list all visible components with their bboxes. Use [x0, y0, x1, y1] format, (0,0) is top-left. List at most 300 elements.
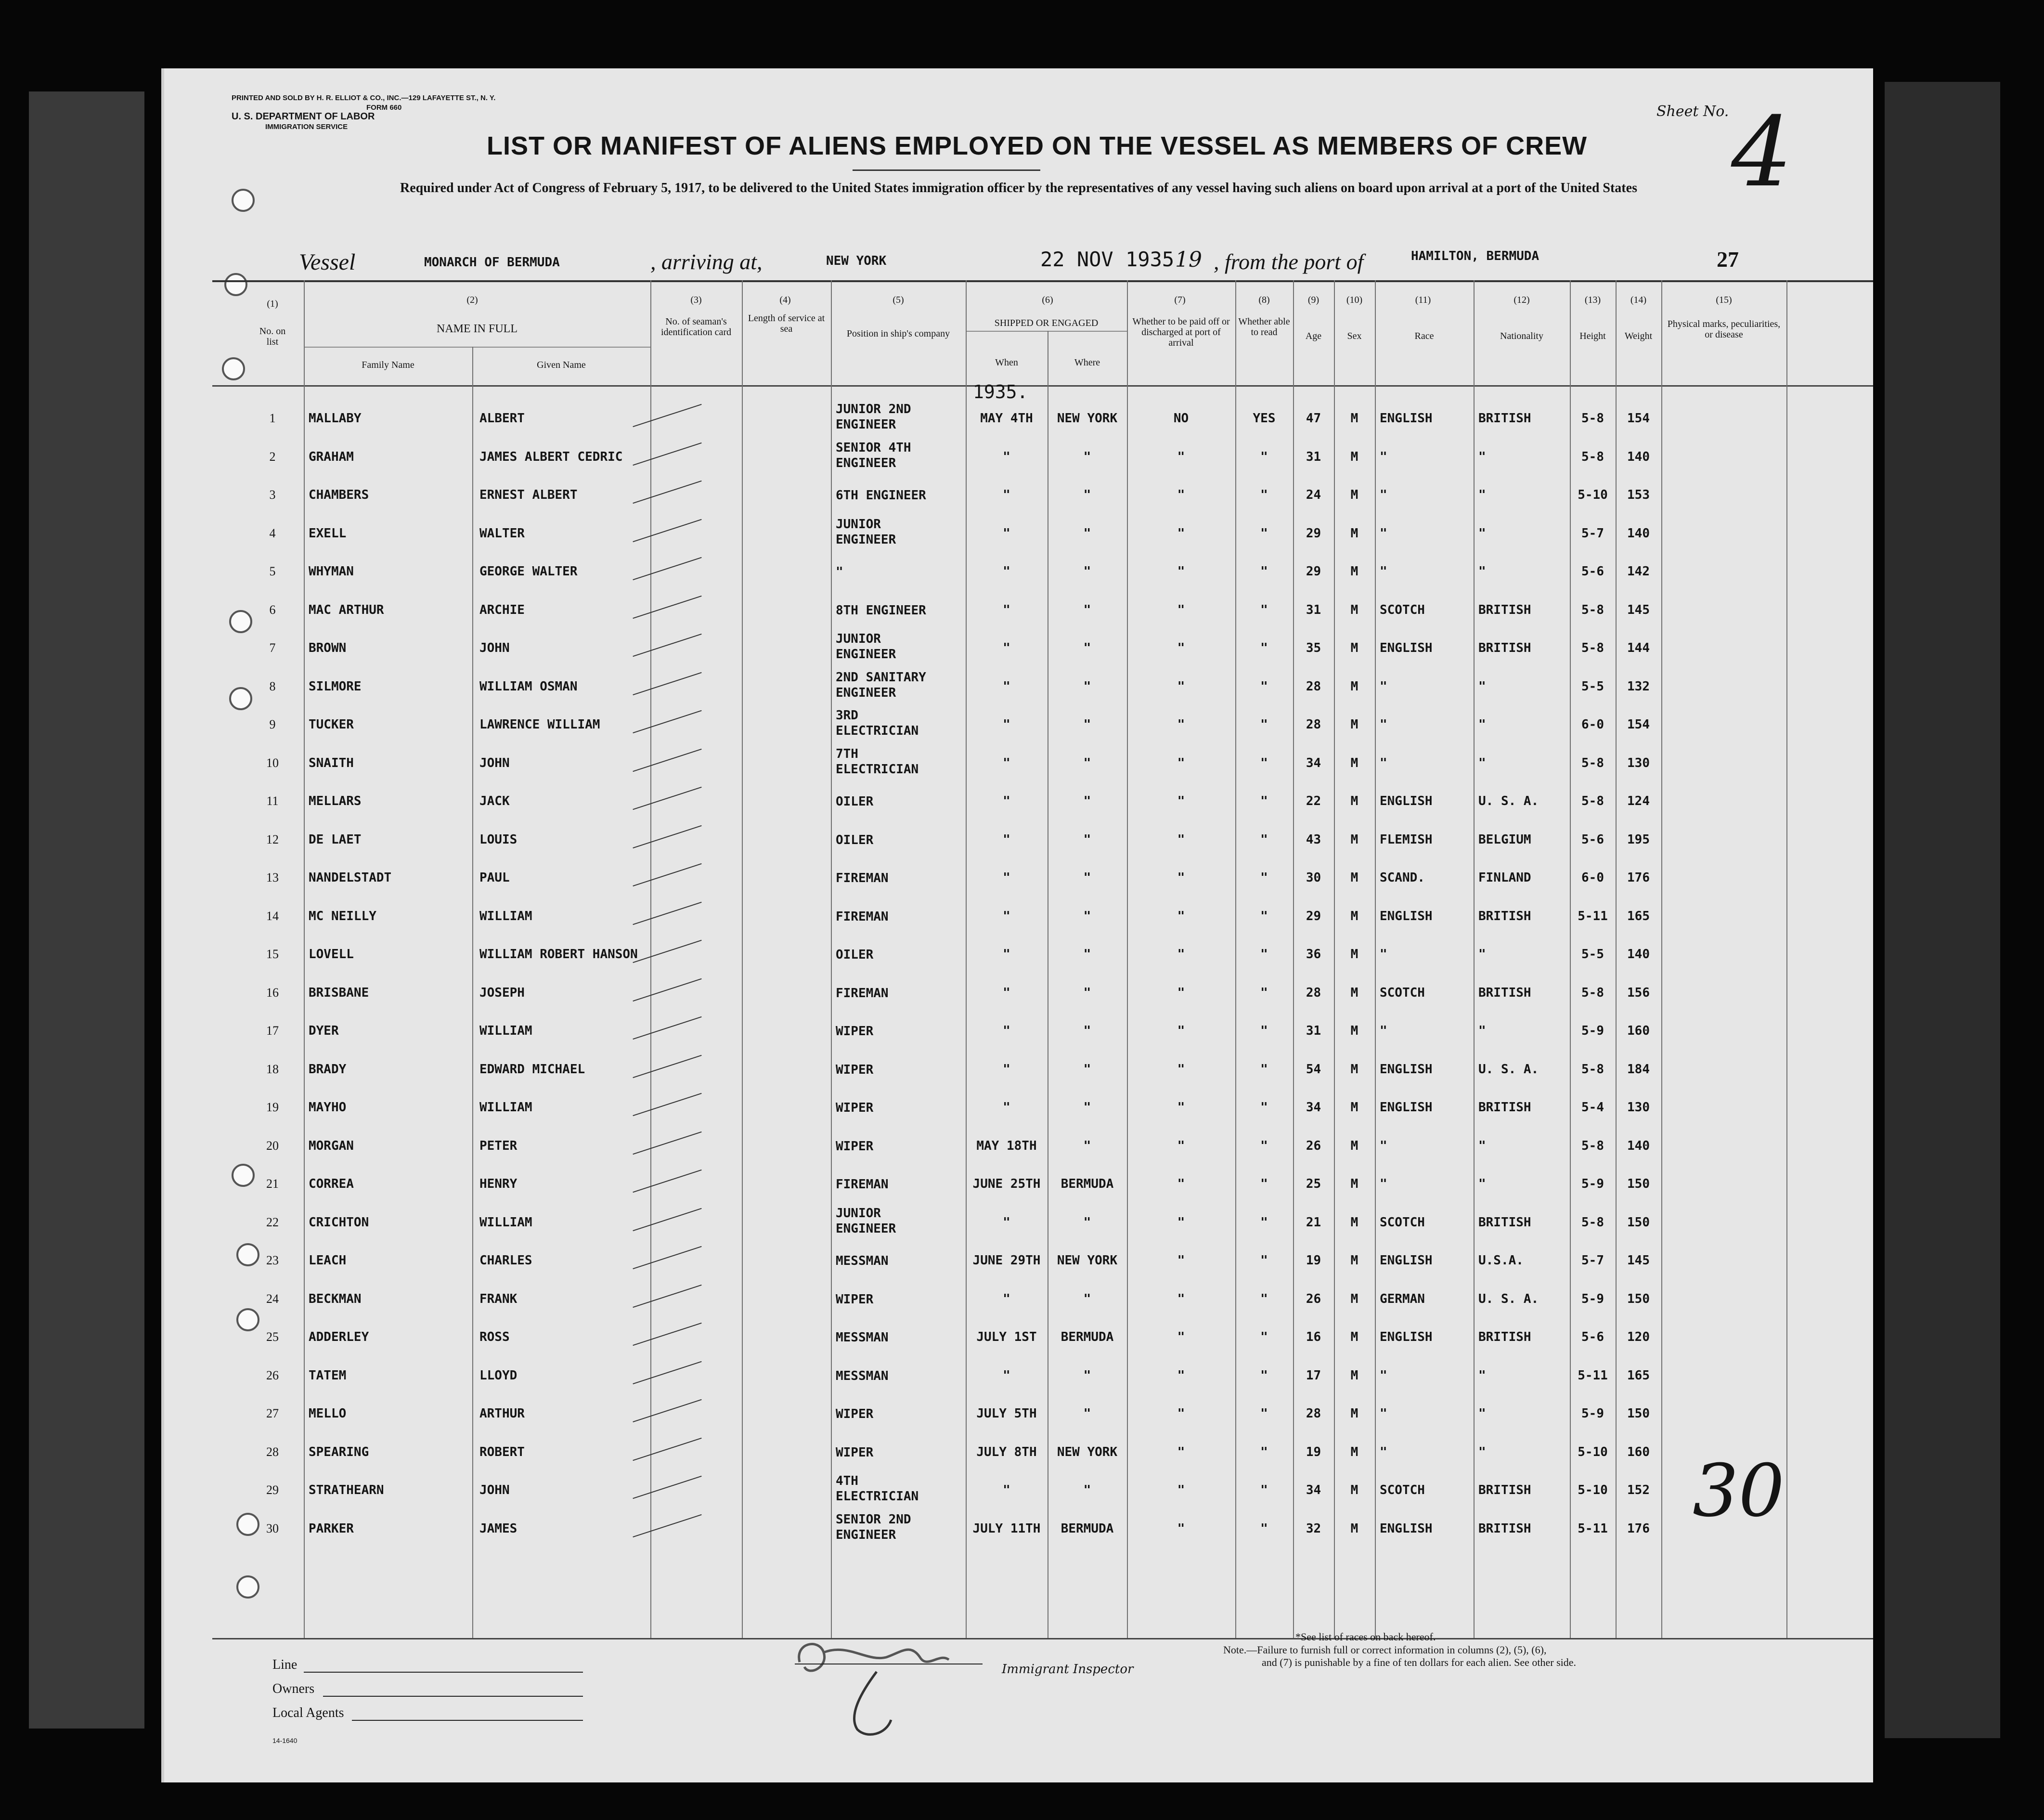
table-row [164, 1128, 1873, 1167]
cell-nationality: BRITISH [1478, 1100, 1531, 1115]
header-sex: Sex [1347, 331, 1362, 341]
cell-paid: " [1177, 985, 1185, 1000]
cell-where: " [1083, 449, 1091, 464]
cell-sex: M [1350, 1406, 1358, 1421]
cell-sex: M [1350, 1368, 1358, 1383]
cell-weight: 152 [1627, 1483, 1650, 1497]
cell-given: WALTER [479, 526, 525, 541]
cell-sex: M [1350, 909, 1358, 923]
agents-label: Local Agents [272, 1705, 344, 1720]
cell-height: 5-8 [1581, 755, 1604, 770]
cell-given: FRANK [479, 1291, 517, 1306]
cell-nationality: BRITISH [1478, 641, 1531, 655]
punch-hole [224, 273, 247, 296]
cell-age: 32 [1306, 1521, 1321, 1536]
pencil-tick-mark [633, 1514, 701, 1537]
cell-when: " [1003, 1062, 1010, 1077]
cell-race: " [1380, 1138, 1387, 1153]
cell-weight: 160 [1627, 1444, 1650, 1459]
cell-given: LOUIS [479, 832, 517, 847]
cell-height: 5-10 [1578, 488, 1608, 502]
table-row [164, 1243, 1873, 1281]
binder-right-edge [1885, 82, 2000, 1738]
column-number: (2) [466, 295, 478, 305]
cell-given: ALBERT [479, 411, 525, 426]
cell-sex: M [1350, 1215, 1358, 1230]
cell-position: OILER [836, 832, 874, 847]
cell-height: 5-10 [1578, 1444, 1608, 1459]
cell-race: " [1380, 947, 1387, 962]
cell-read: " [1260, 1521, 1268, 1536]
cell-race: FLEMISH [1380, 832, 1433, 847]
pencil-tick-mark [633, 1476, 701, 1499]
cell-no: 22 [266, 1215, 279, 1229]
cell-race: " [1380, 755, 1387, 770]
cell-age: 35 [1306, 641, 1321, 655]
cell-when: " [1003, 1483, 1010, 1497]
cell-no: 6 [269, 602, 276, 617]
cell-age: 25 [1306, 1177, 1321, 1191]
cell-sex: M [1350, 449, 1358, 464]
cell-weight: 140 [1627, 526, 1650, 541]
table-row [164, 1319, 1873, 1358]
cell-height: 5-11 [1578, 1368, 1608, 1383]
cell-race: ENGLISH [1380, 641, 1433, 655]
cell-race: ENGLISH [1380, 1330, 1433, 1344]
cell-age: 17 [1306, 1368, 1321, 1383]
cell-nationality: BRITISH [1478, 1521, 1531, 1536]
cell-sex: M [1350, 1062, 1358, 1077]
cell-read: " [1260, 755, 1268, 770]
cell-read: " [1260, 641, 1268, 655]
cell-nationality: U. S. A. [1478, 794, 1539, 808]
cell-race: ENGLISH [1380, 1253, 1433, 1268]
table-row [164, 554, 1873, 592]
cell-age: 19 [1306, 1253, 1321, 1268]
cell-height: 5-11 [1578, 909, 1608, 923]
cell-nationality: " [1478, 717, 1486, 732]
cell-no: 28 [266, 1444, 279, 1459]
cell-race: " [1380, 1444, 1387, 1459]
column-number: (6) [1042, 295, 1053, 305]
cell-given: WILLIAM [479, 1100, 532, 1115]
cell-height: 5-4 [1581, 1100, 1604, 1115]
cell-where: BERMUDA [1061, 1177, 1114, 1191]
cell-family: BECKMAN [309, 1291, 362, 1306]
cell-weight: 150 [1627, 1177, 1650, 1191]
table-row [164, 783, 1873, 822]
cell-weight: 176 [1627, 1521, 1650, 1536]
cell-when: JUNE 25TH [972, 1177, 1041, 1191]
pencil-tick-mark [633, 595, 701, 618]
cell-nationality: U. S. A. [1478, 1062, 1539, 1077]
cell-weight: 140 [1627, 449, 1650, 464]
cell-no: 12 [266, 832, 279, 846]
cell-age: 29 [1306, 564, 1321, 579]
cell-age: 28 [1306, 679, 1321, 694]
header-paid-off: Whether to be paid off or discharged at port of arrival [1132, 316, 1230, 348]
cell-family: TUCKER [309, 717, 354, 732]
cell-paid: " [1177, 1330, 1185, 1344]
cell-family: DE LAET [309, 832, 362, 847]
cell-read: " [1260, 1406, 1268, 1421]
cell-age: 30 [1306, 871, 1321, 885]
cell-where: " [1083, 679, 1091, 694]
cell-age: 29 [1306, 526, 1321, 541]
pencil-tick-mark [633, 1284, 701, 1307]
pencil-tick-mark [633, 863, 701, 886]
cell-family: DYER [309, 1024, 339, 1038]
cell-age: 29 [1306, 909, 1321, 923]
cell-no: 8 [269, 679, 276, 693]
header-length-service: Length of service at sea [748, 313, 825, 334]
cell-position: JUNIOR ENGINEER [836, 632, 896, 662]
cell-age: 16 [1306, 1330, 1321, 1344]
cell-height: 5-8 [1581, 1062, 1604, 1077]
cell-weight: 140 [1627, 947, 1650, 962]
cell-no: 1 [269, 411, 276, 425]
cell-position: WIPER [836, 1024, 874, 1039]
year-prefix: 19 [1175, 247, 1202, 272]
cell-when: " [1003, 755, 1010, 770]
from-port-label: , from the port of [1214, 249, 1364, 274]
table-row [164, 439, 1873, 478]
cell-weight: 195 [1627, 832, 1650, 847]
cell-no: 13 [266, 871, 279, 884]
table-row [164, 1013, 1873, 1052]
cell-read: " [1260, 449, 1268, 464]
form-number: FORM 660 [366, 104, 402, 112]
cell-sex: M [1350, 1177, 1358, 1191]
cell-weight: 132 [1627, 679, 1650, 694]
punch-hole [222, 357, 245, 380]
cell-paid: " [1177, 1100, 1185, 1115]
cell-nationality: BRITISH [1478, 985, 1531, 1000]
cell-where: " [1083, 794, 1091, 808]
cell-age: 34 [1306, 1100, 1321, 1115]
cell-family: BROWN [309, 641, 347, 655]
cell-weight: 176 [1627, 871, 1650, 885]
cell-position: WIPER [836, 1101, 874, 1115]
cell-height: 5-5 [1581, 679, 1604, 694]
cell-race: GERMAN [1380, 1291, 1425, 1306]
inspector-label: Immigrant Inspector [1002, 1662, 1134, 1677]
header-where: Where [1074, 357, 1100, 368]
cell-height: 5-8 [1581, 602, 1604, 617]
cell-position: FIREMAN [836, 871, 889, 885]
total-count-note: 30 [1693, 1449, 1785, 1533]
cell-where: BERMUDA [1061, 1330, 1114, 1344]
cell-where: " [1083, 564, 1091, 579]
page-subtitle: Required under Act of Congress of February 5, 1917, to be delivered to the United States immigration officer by the representatives of any vessel having such aliens on board upon arrival at a port of the United States [400, 181, 1637, 195]
cell-when: " [1003, 641, 1010, 655]
column-number: (1) [267, 299, 278, 309]
table-row [164, 1472, 1873, 1511]
cell-no: 7 [269, 641, 276, 655]
cell-given: PETER [479, 1138, 517, 1153]
cell-weight: 150 [1627, 1291, 1650, 1306]
cell-no: 29 [266, 1483, 279, 1497]
cell-weight: 130 [1627, 755, 1650, 770]
cell-height: 6-0 [1581, 871, 1604, 885]
cell-where: " [1083, 641, 1091, 655]
cell-nationality: " [1478, 947, 1486, 962]
cell-when: " [1003, 679, 1010, 694]
cell-age: 47 [1306, 411, 1321, 426]
table-row [164, 1281, 1873, 1320]
cell-position: 7TH ELECTRICIAN [836, 746, 919, 777]
cell-height: 5-7 [1581, 526, 1604, 541]
column-number: (3) [690, 295, 702, 305]
cell-age: 24 [1306, 488, 1321, 502]
cell-family: MELLARS [309, 794, 362, 808]
cell-paid: " [1177, 488, 1185, 502]
cell-family: TATEM [309, 1368, 347, 1383]
cell-height: 5-7 [1581, 1253, 1604, 1268]
binder-left-edge [29, 91, 144, 1729]
cell-when: " [1003, 985, 1010, 1000]
cell-age: 43 [1306, 832, 1321, 847]
cell-paid: " [1177, 947, 1185, 962]
printer-line: PRINTED AND SOLD BY H. R. ELLIOT & CO., INC.—129 LAFAYETTE ST., N. Y. [232, 94, 496, 102]
header-height: Height [1579, 331, 1606, 341]
cell-read: " [1260, 1062, 1268, 1077]
cell-where: NEW YORK [1057, 1253, 1118, 1268]
table-row [164, 1090, 1873, 1128]
cell-family: BRISBANE [309, 985, 369, 1000]
cell-height: 5-8 [1581, 411, 1604, 426]
cell-race: " [1380, 679, 1387, 694]
cell-race: ENGLISH [1380, 909, 1433, 923]
cell-family: BRADY [309, 1062, 347, 1077]
cell-race: " [1380, 526, 1387, 541]
cell-paid: " [1177, 1291, 1185, 1306]
cell-family: MORGAN [309, 1138, 354, 1153]
cell-paid: " [1177, 1062, 1185, 1077]
cell-given: LLOYD [479, 1368, 517, 1383]
cell-weight: 150 [1627, 1215, 1650, 1230]
cell-position: MESSMAN [836, 1330, 889, 1345]
cell-read: " [1260, 871, 1268, 885]
header-position: Position in ship's company [846, 328, 950, 339]
cell-position: MESSMAN [836, 1254, 889, 1268]
table-row [164, 1052, 1873, 1090]
cell-nationality: " [1478, 488, 1486, 502]
cell-family: PARKER [309, 1521, 354, 1536]
cell-where: " [1083, 1406, 1091, 1421]
cell-given: JAMES ALBERT CEDRIC [479, 449, 623, 464]
column-number: (4) [779, 295, 791, 305]
cell-given: JACK [479, 794, 510, 808]
cell-given: ROSS [479, 1330, 510, 1344]
cell-weight: 142 [1627, 564, 1650, 579]
cell-sex: M [1350, 985, 1358, 1000]
pencil-tick-mark [633, 1131, 701, 1154]
table-row [164, 477, 1873, 516]
cell-race: " [1380, 1406, 1387, 1421]
cell-position: FIREMAN [836, 909, 889, 924]
cell-family: CHAMBERS [309, 488, 369, 502]
cell-sex: M [1350, 1100, 1358, 1115]
cell-family: GRAHAM [309, 449, 354, 464]
cell-weight: 153 [1627, 488, 1650, 502]
cell-weight: 156 [1627, 985, 1650, 1000]
header-able-read: Whether able to read [1238, 316, 1290, 338]
cell-when: " [1003, 1291, 1010, 1306]
cell-sex: M [1350, 755, 1358, 770]
cell-read: " [1260, 1177, 1268, 1191]
cell-position: " [836, 565, 843, 579]
cell-paid: " [1177, 526, 1185, 541]
cell-family: CRICHTON [309, 1215, 369, 1230]
pencil-tick-mark [633, 1054, 701, 1078]
cell-where: " [1083, 1215, 1091, 1230]
cell-nationality: BRITISH [1478, 602, 1531, 617]
cell-read: " [1260, 679, 1268, 694]
cell-age: 28 [1306, 1406, 1321, 1421]
cell-race: SCOTCH [1380, 602, 1425, 617]
cell-where: " [1083, 985, 1091, 1000]
cell-where: " [1083, 526, 1091, 541]
arriving-label: , arriving at, [650, 249, 763, 274]
cell-when: JULY 8TH [976, 1444, 1037, 1459]
cell-read: YES [1253, 411, 1276, 426]
cell-where: " [1083, 909, 1091, 923]
pencil-tick-mark [633, 519, 701, 542]
cell-age: 34 [1306, 1483, 1321, 1497]
sheet-no-label: Sheet No. [1656, 103, 1729, 120]
cell-read: " [1260, 1253, 1268, 1268]
cell-race: SCOTCH [1380, 1215, 1425, 1230]
pencil-tick-mark [633, 1093, 701, 1116]
year-note: 1935. [973, 381, 1028, 403]
table-row [164, 936, 1873, 975]
cell-weight: 145 [1627, 602, 1650, 617]
pencil-tick-mark [633, 442, 701, 465]
cell-family: MAYHO [309, 1100, 347, 1115]
cell-given: WILLIAM [479, 909, 532, 923]
cell-weight: 154 [1627, 717, 1650, 732]
cell-no: 17 [266, 1024, 279, 1038]
service-label: IMMIGRATION SERVICE [265, 123, 348, 131]
cell-where: NEW YORK [1057, 411, 1118, 426]
table-row [164, 707, 1873, 745]
cell-nationality: BRITISH [1478, 1215, 1531, 1230]
cell-where: " [1083, 488, 1091, 502]
vessel-label: Vessel [299, 249, 356, 275]
cell-weight: 124 [1627, 794, 1650, 808]
cell-height: 5-9 [1581, 1024, 1604, 1038]
table-bottom-rule [212, 1638, 1873, 1639]
cell-age: 28 [1306, 985, 1321, 1000]
cell-sex: M [1350, 832, 1358, 847]
cell-race: ENGLISH [1380, 1062, 1433, 1077]
cell-when: " [1003, 832, 1010, 847]
cell-height: 5-8 [1581, 449, 1604, 464]
table-row [164, 630, 1873, 669]
cell-age: 26 [1306, 1291, 1321, 1306]
cell-position: WIPER [836, 1139, 874, 1154]
cell-paid: " [1177, 1177, 1185, 1191]
cell-position: SENIOR 4TH ENGINEER [836, 440, 911, 470]
cell-no: 23 [266, 1253, 279, 1267]
cell-weight: 154 [1627, 411, 1650, 426]
cell-sex: M [1350, 1444, 1358, 1459]
cell-paid: " [1177, 602, 1185, 617]
cell-read: " [1260, 717, 1268, 732]
cell-nationality: BRITISH [1478, 1330, 1531, 1344]
cell-sex: M [1350, 564, 1358, 579]
cell-family: MAC ARTHUR [309, 602, 384, 617]
cell-height: 5-8 [1581, 641, 1604, 655]
cell-no: 20 [266, 1138, 279, 1153]
column-number: (5) [893, 295, 904, 305]
cell-race: SCOTCH [1380, 1483, 1425, 1497]
cell-weight: 165 [1627, 1368, 1650, 1383]
cell-position: FIREMAN [836, 1177, 889, 1192]
cell-paid: " [1177, 794, 1185, 808]
cell-height: 5-11 [1578, 1521, 1608, 1536]
cell-race: " [1380, 449, 1387, 464]
cell-nationality: " [1478, 449, 1486, 464]
column-number: (9) [1307, 295, 1320, 305]
cell-age: 21 [1306, 1215, 1321, 1230]
cell-height: 5-5 [1581, 947, 1604, 962]
cell-no: 27 [266, 1406, 279, 1420]
cell-where: " [1083, 755, 1091, 770]
cell-nationality: " [1478, 755, 1486, 770]
cell-sex: M [1350, 794, 1358, 808]
cell-paid: " [1177, 1024, 1185, 1038]
cell-read: " [1260, 1215, 1268, 1230]
table-row [164, 898, 1873, 937]
pencil-tick-mark [633, 1246, 701, 1269]
cell-when: " [1003, 1368, 1010, 1383]
cell-race: ENGLISH [1380, 794, 1433, 808]
cell-read: " [1260, 1138, 1268, 1153]
cell-position: WIPER [836, 1292, 874, 1307]
cell-sex: M [1350, 1521, 1358, 1536]
cell-position: 4TH ELECTRICIAN [836, 1474, 919, 1504]
cell-family: SNAITH [309, 755, 354, 770]
cell-where: NEW YORK [1057, 1444, 1118, 1459]
cell-nationality: U. S. A. [1478, 1291, 1539, 1306]
cell-weight: 160 [1627, 1024, 1650, 1038]
pencil-tick-mark [633, 1208, 701, 1231]
cell-no: 19 [266, 1100, 279, 1114]
cell-height: 5-6 [1581, 832, 1604, 847]
header-name-in-full: NAME IN FULL [437, 323, 517, 335]
cell-race: " [1380, 1024, 1387, 1038]
cell-weight: 140 [1627, 1138, 1650, 1153]
owners-field [323, 1696, 583, 1697]
cell-position: JUNIOR ENGINEER [836, 1206, 896, 1236]
header-no-on-list: No. on list [259, 326, 286, 347]
cell-height: 5-8 [1581, 794, 1604, 808]
cell-where: " [1083, 1291, 1091, 1306]
cell-family: CORREA [309, 1177, 354, 1191]
cell-given: JOSEPH [479, 985, 525, 1000]
cell-position: MESSMAN [836, 1368, 889, 1383]
punch-hole [236, 1575, 259, 1599]
header-race: Race [1414, 331, 1434, 341]
cell-position: OILER [836, 794, 874, 809]
cell-read: " [1260, 985, 1268, 1000]
cell-where: " [1083, 1062, 1091, 1077]
cell-race: " [1380, 1368, 1387, 1383]
cell-age: 19 [1306, 1444, 1321, 1459]
cell-sex: M [1350, 641, 1358, 655]
